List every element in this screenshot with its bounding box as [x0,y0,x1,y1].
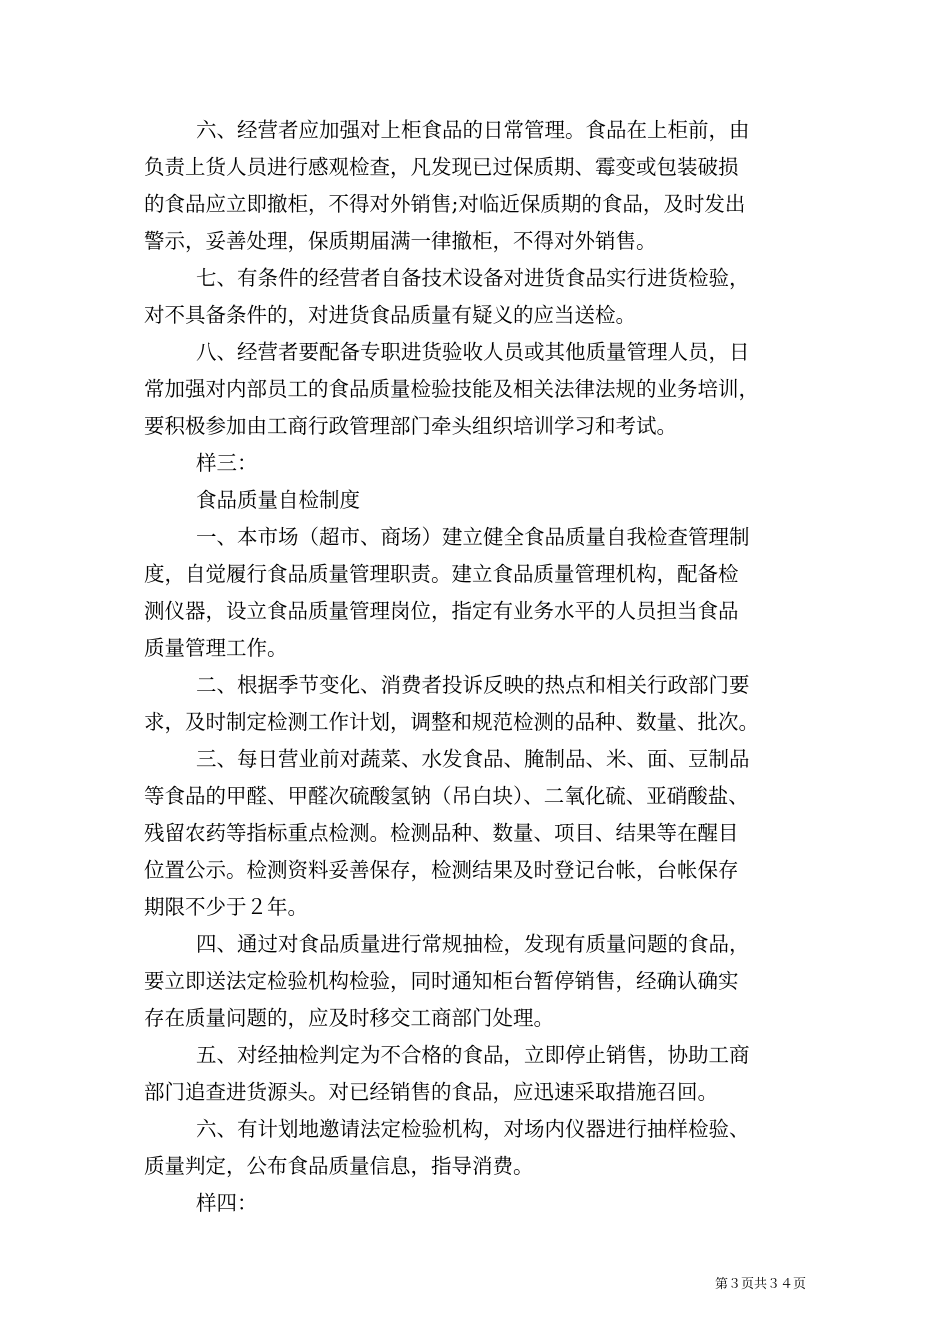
text-line: 样四： [196,1191,258,1215]
text-line: 质量判定，公布食品质量信息，指导消费。 [144,1154,534,1178]
text-line: 二、根据季节变化、消费者投诉反映的热点和相关行政部门要 [196,673,750,697]
text-line: 要立即送法定检验机构检验，同时通知柜台暂停销售，经确认确实 [144,969,739,993]
text-line: 位置公示。检测资料妥善保存，检测结果及时登记台帐，台帐保存 [144,858,739,882]
text-line: 食品质量自检制度 [196,488,360,512]
text-line: 求，及时制定检测工作计划，调整和规范检测的品种、数量、批次。 [144,710,759,734]
text-line: 度，自觉履行食品质量管理职责。建立食品质量管理机构，配备检 [144,562,739,586]
text-line: 负责上货人员进行感观检查，凡发现已过保质期、霉变或包装破损 [144,155,739,179]
text-line: 存在质量问题的，应及时移交工商部门处理。 [144,1006,554,1030]
text-line: 测仪器，设立食品质量管理岗位，指定有业务水平的人员担当食品 [144,599,739,623]
text-line: 五、对经抽检判定为不合格的食品，立即停止销售，协助工商 [196,1043,750,1067]
text-line: 期限不少于２年。 [144,895,308,919]
text-line: 残留农药等指标重点检测。检测品种、数量、项目、结果等在醒目 [144,821,739,845]
text-line: 三、每日营业前对蔬菜、水发食品、腌制品、米、面、豆制品 [196,747,750,771]
text-line: 的食品应立即撤柜，不得对外销售;对临近保质期的食品，及时发出 [144,192,746,216]
text-line: 八、经营者要配备专职进货验收人员或其他质量管理人员，日 [196,340,750,364]
text-line: 对不具备条件的，对进货食品质量有疑义的应当送检。 [144,303,636,327]
text-line: 一、本市场（超市、商场）建立健全食品质量自我检查管理制 [196,525,750,549]
text-line: 常加强对内部员工的食品质量检验技能及相关法律法规的业务培训， [144,377,759,401]
text-line: 警示，妥善处理，保质期届满一律撤柜，不得对外销售。 [144,229,657,253]
text-line: 六、有计划地邀请法定检验机构，对场内仪器进行抽样检验、 [196,1117,750,1141]
text-line: 四、通过对食品质量进行常规抽检，发现有质量问题的食品， [196,932,750,956]
text-line: 部门追查进货源头。对已经销售的食品，应迅速采取措施召回。 [144,1080,718,1104]
page-number-footer: 第３页共３４页 [714,1277,806,1292]
text-line: 七、有条件的经营者自备技术设备对进货食品实行进货检验， [196,266,750,290]
text-line: 六、经营者应加强对上柜食品的日常管理。食品在上柜前，由 [196,118,750,142]
text-line: 质量管理工作。 [144,636,288,660]
document-body [144,112,810,1222]
text-line: 样三： [196,451,258,475]
text-line: 要积极参加由工商行政管理部门牵头组织培训学习和考试。 [144,414,677,438]
text-line: 等食品的甲醛、甲醛次硫酸氢钠（吊白块）、二氧化硫、亚硝酸盐、 [144,784,749,808]
